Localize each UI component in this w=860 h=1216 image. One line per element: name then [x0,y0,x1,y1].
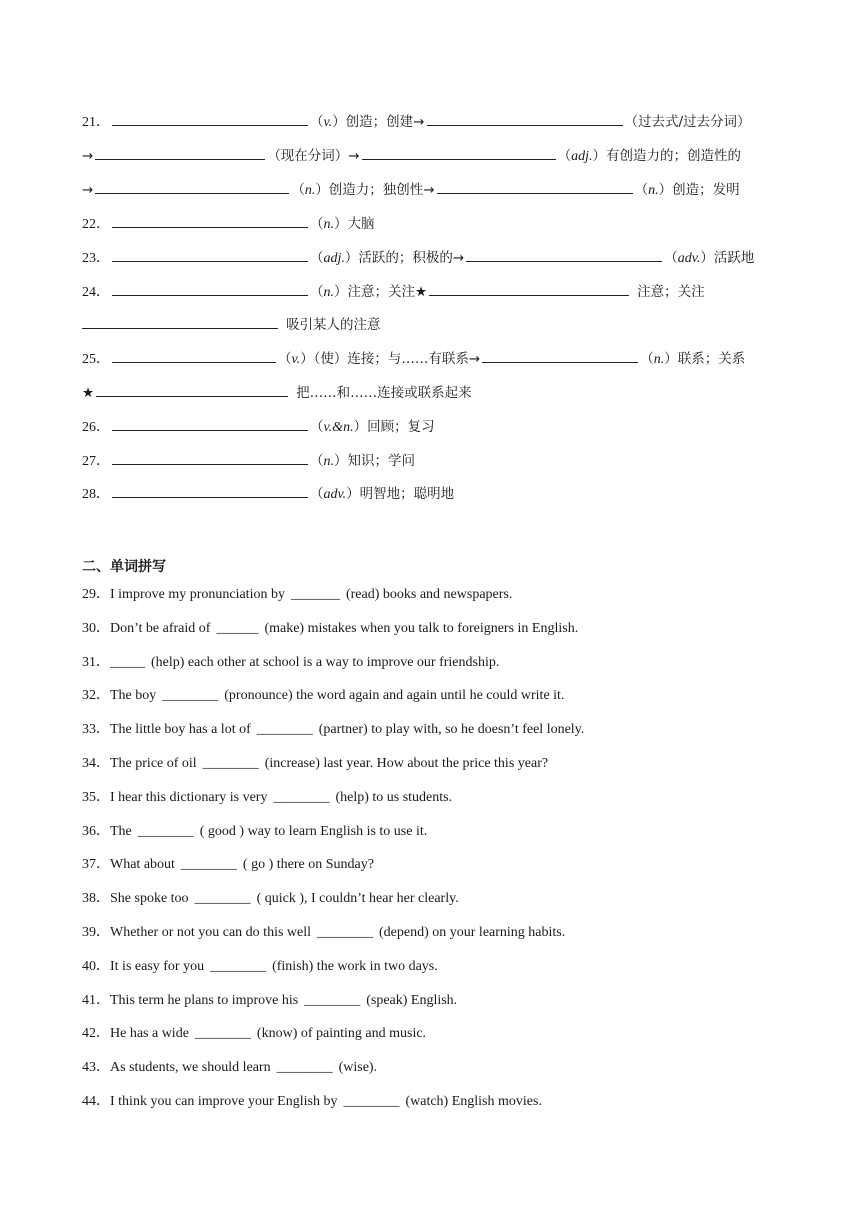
item-number: 28． [82,487,110,502]
answer-blank[interactable] [466,248,662,262]
answer-blank[interactable]: ________ [256,722,313,738]
answer-blank[interactable] [437,180,633,194]
question-text: Don’t be afraid of [110,620,211,636]
answer-blank[interactable]: ________ [194,891,251,907]
definition: ）联系；关系 [664,351,746,367]
pos-label: v.&n. [323,420,354,435]
definition: ）活跃地 [700,250,755,266]
arrow: → [82,148,94,164]
answer-blank[interactable] [429,282,629,296]
spelling-question [82,788,452,808]
question-text: (read) books and newspapers. [345,587,513,602]
bracket: （ [557,148,572,164]
item-number: 30． [82,620,110,636]
question-text: (pronounce) the word again and again until he could write it. [224,688,565,704]
item-number: 34． [82,756,110,771]
question-text: ( good ) way to learn English is to use it. [199,823,428,839]
definition: ）大脑 [334,216,375,232]
question-text: Whether or not you can do this well [110,925,312,940]
question-text: The little boy has a lot of [110,722,251,738]
answer-blank[interactable] [112,282,308,296]
answer-blank[interactable]: ________ [343,1094,400,1109]
pos-label: adv. [323,487,347,502]
vocab-item-26 [82,417,782,437]
spelling-question [82,720,584,740]
definition: ）创造；创建→ [332,114,425,130]
item-number: 38． [82,891,110,907]
answer-blank[interactable]: ________ [194,1026,251,1042]
vocab-item-21-line1 [82,112,782,132]
spelling-question [82,754,548,774]
definition: ）明智地；聪明地 [346,486,455,502]
pos-label: adv. [677,251,701,266]
item-number: 25． [82,352,110,367]
answer-blank[interactable] [112,451,308,465]
answer-blank[interactable]: _______ [290,587,340,602]
spelling-question [82,585,512,605]
answer-blank[interactable] [112,484,308,498]
item-number: 21． [82,115,110,130]
definition: （现在分词）→ [267,148,360,164]
vocab-item-28 [82,484,782,504]
spelling-question [82,653,499,673]
bracket: （ [310,114,324,130]
definition: 把……和……连接或联系起来 [296,385,472,401]
section-heading: 二、单词拼写 [82,559,166,575]
question-text: (wise). [338,1060,378,1076]
vocab-item-25-line2 [82,383,782,403]
answer-blank[interactable] [82,315,278,329]
vocab-item-21-line3 [82,180,782,200]
bracket: （ [310,453,324,469]
bracket: （ [291,182,305,198]
question-text: (depend) on your learning habits. [379,925,566,940]
definition: ）有创造力的；创造性的 [592,148,742,164]
bracket: （ [310,250,324,266]
question-text: (make) mistakes when you talk to foreigners in English. [264,620,579,636]
arrow: → [82,182,94,198]
definition: ）活跃的；积极的→ [344,250,465,266]
question-text: (speak) English. [366,992,458,1008]
answer-blank[interactable]: ________ [137,823,194,839]
answer-blank[interactable]: ________ [304,992,361,1008]
answer-blank[interactable]: ________ [276,1060,333,1076]
question-text: She spoke too [110,891,189,907]
question-text: The price of oil [110,756,197,771]
definition: ）（使）连接；与……有联系→ [300,351,481,367]
item-number: 43． [82,1060,110,1076]
definition: ）回顾；复习 [353,419,435,435]
item-number: 35． [82,789,110,805]
question-text: (know) of painting and music. [256,1026,427,1042]
bracket: （ [640,351,654,367]
item-number: 31． [82,654,110,670]
star-icon: ★ [82,385,95,401]
vocab-item-27 [82,451,782,471]
spelling-question [82,855,374,875]
item-number: 23． [82,251,110,266]
vocab-item-24-line2 [82,315,782,335]
item-number: 44． [82,1094,110,1109]
pos-label: n. [323,285,334,300]
pos-label: n. [648,183,659,198]
definition: ）创造；发明 [658,182,740,198]
answer-blank[interactable] [112,112,308,126]
pos-label: v. [323,115,333,130]
definition: ）创造力；独创性→ [315,182,435,198]
pos-label: adj. [571,149,593,164]
bracket: （ [310,419,324,435]
answer-blank[interactable]: ________ [317,925,374,940]
question-text: As students, we should learn [110,1060,271,1076]
definition: ）注意；关注★ [334,284,428,300]
answer-blank[interactable]: ________ [180,857,237,873]
bracket: （ [634,182,649,198]
answer-blank[interactable] [95,180,289,194]
pos-label: n. [304,183,316,198]
question-text: (finish) the work in two days. [272,958,438,974]
spelling-question [82,991,457,1011]
answer-blank[interactable]: ________ [162,688,219,704]
question-text: (help) each other at school is a way to improve our friendship. [151,654,500,670]
spelling-question [82,957,438,977]
pos-label: v. [291,352,301,367]
vocab-item-25 [82,349,782,369]
definition: 注意；关注 [637,284,705,300]
spelling-question [82,686,564,706]
answer-blank[interactable] [96,383,288,397]
question-text: ( quick ), I couldn’t hear her clearly. [256,891,459,907]
answer-blank[interactable]: ______ [216,620,259,636]
spelling-question [82,1092,542,1112]
spelling-question [82,822,427,842]
definition: 吸引某人的注意 [286,317,381,333]
question-text: I improve my pronunciation by [110,587,285,602]
question-text: I think you can improve your English by [110,1094,338,1109]
question-text: This term he plans to improve his [110,992,299,1008]
bracket: （ [310,284,324,300]
pos-label: n. [653,352,665,367]
item-number: 37． [82,857,110,873]
item-number: 36． [82,823,110,839]
item-number: 22． [82,217,110,232]
item-number: 24． [82,285,110,300]
bracket: （ [310,486,324,502]
definition: ）知识；学问 [334,453,415,469]
item-number: 32． [82,688,110,704]
spelling-question [82,889,459,909]
item-number: 41． [82,992,110,1008]
answer-blank[interactable] [112,417,308,431]
vocab-item-23 [82,248,782,268]
vocab-item-21-line2 [82,146,782,166]
answer-blank[interactable] [112,349,276,363]
answer-blank[interactable] [112,248,308,262]
item-number: 29． [82,587,110,602]
pos-label: n. [323,217,334,232]
definition: （过去式/过去分词） [624,114,751,130]
spelling-question [82,619,578,639]
item-number: 39． [82,925,110,940]
question-text: I hear this dictionary is very [110,789,268,805]
question-text: (watch) English movies. [405,1094,542,1109]
answer-blank[interactable] [112,214,308,228]
question-text: ( go ) there on Sunday? [242,857,374,873]
answer-blank[interactable]: ________ [273,789,330,805]
item-number: 27． [82,454,110,469]
question-text: What about [110,857,175,873]
spelling-question [82,1058,377,1078]
answer-blank[interactable]: _____ [110,654,145,670]
question-text: (increase) last year. How about the price this year? [264,756,549,771]
pos-label: n. [323,454,334,469]
question-text: It is easy for you [110,958,205,974]
item-number: 26． [82,420,110,435]
answer-blank[interactable] [482,349,638,363]
question-text: (partner) to play with, so he doesn’t feel lonely. [318,722,585,738]
bracket: （ [664,250,678,266]
answer-blank[interactable]: ________ [210,958,267,974]
bracket: （ [310,216,324,232]
vocab-item-24 [82,282,782,302]
spelling-question [82,923,565,943]
question-text: He has a wide [110,1026,189,1042]
question-text: (help) to us students. [335,789,453,805]
bracket: （ [278,351,292,367]
answer-blank[interactable] [362,146,556,160]
item-number: 42． [82,1026,110,1042]
pos-label: adj. [323,251,345,266]
answer-blank[interactable]: ________ [202,756,259,771]
spelling-question [82,1024,426,1044]
vocab-item-22 [82,214,782,234]
question-text: The [110,823,132,839]
answer-blank[interactable] [427,112,623,126]
answer-blank[interactable] [95,146,265,160]
item-number: 33． [82,722,110,738]
question-text: The boy [110,688,157,704]
item-number: 40． [82,958,110,974]
